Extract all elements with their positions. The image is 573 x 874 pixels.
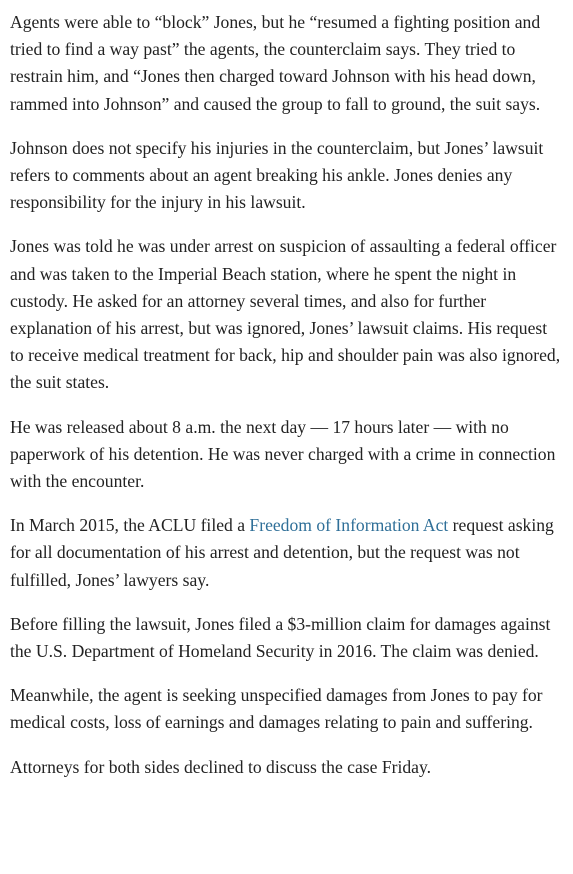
paragraph-damages: Meanwhile, the agent is seeking unspecified damages from Jones to pay for medical costs, loss of earnings and damages relating to pain and suffering. xyxy=(10,685,543,733)
paragraph-attorneys: Attorneys for both sides declined to discuss the case Friday. xyxy=(10,756,432,777)
paragraph-struggle: Agents were able to “block” Jones, but he “resumed a fighting position and tried to find a way past” the agents, the counterclaim says. They tried to restrain him, and “Jones then charged toward Johnson with his head down, rammed into Johnson” and caused the group to fall to ground, the suit says. xyxy=(10,12,541,114)
paragraph-arrest: Jones was told he was under arrest on suspicion of assaulting a federal officer and was taken to the Imperial Beach station, where he spent the night in custody. He asked for an attorney several times, and also for further explanation of his arrest, but was ignored, Jones’ lawsuit claims. His request to receive medical treatment for back, hip and shoulder pain was also ignored, the suit states. xyxy=(10,236,561,393)
paragraph-injuries: Johnson does not specify his injuries in the counterclaim, but Jones’ lawsuit refers to comments about an agent breaking his ankle. Jones denies any responsibility for the injury in his lawsuit. xyxy=(10,137,544,213)
paragraph-foia-text-end: request asking for all documentation of his arrest and detention, but the request was not fulfilled, Jones’ lawyers say. xyxy=(10,515,554,590)
foia-link[interactable]: Freedom of Information Act xyxy=(249,515,449,536)
paragraph-foia xyxy=(10,512,563,594)
paragraph-claim: Before filling the lawsuit, Jones filed a $3-million claim for damages against the U.S. Department of Homeland Security in 2016. The claim was denied. xyxy=(10,613,551,662)
paragraph-foia-text-start: In March 2015, the ACLU filed a xyxy=(10,515,250,536)
paragraph-release: He was released about 8 a.m. the next day — 17 hours later — with no paperwork of his detention. He was never charged with a crime in connection with the encounter. xyxy=(10,416,556,492)
